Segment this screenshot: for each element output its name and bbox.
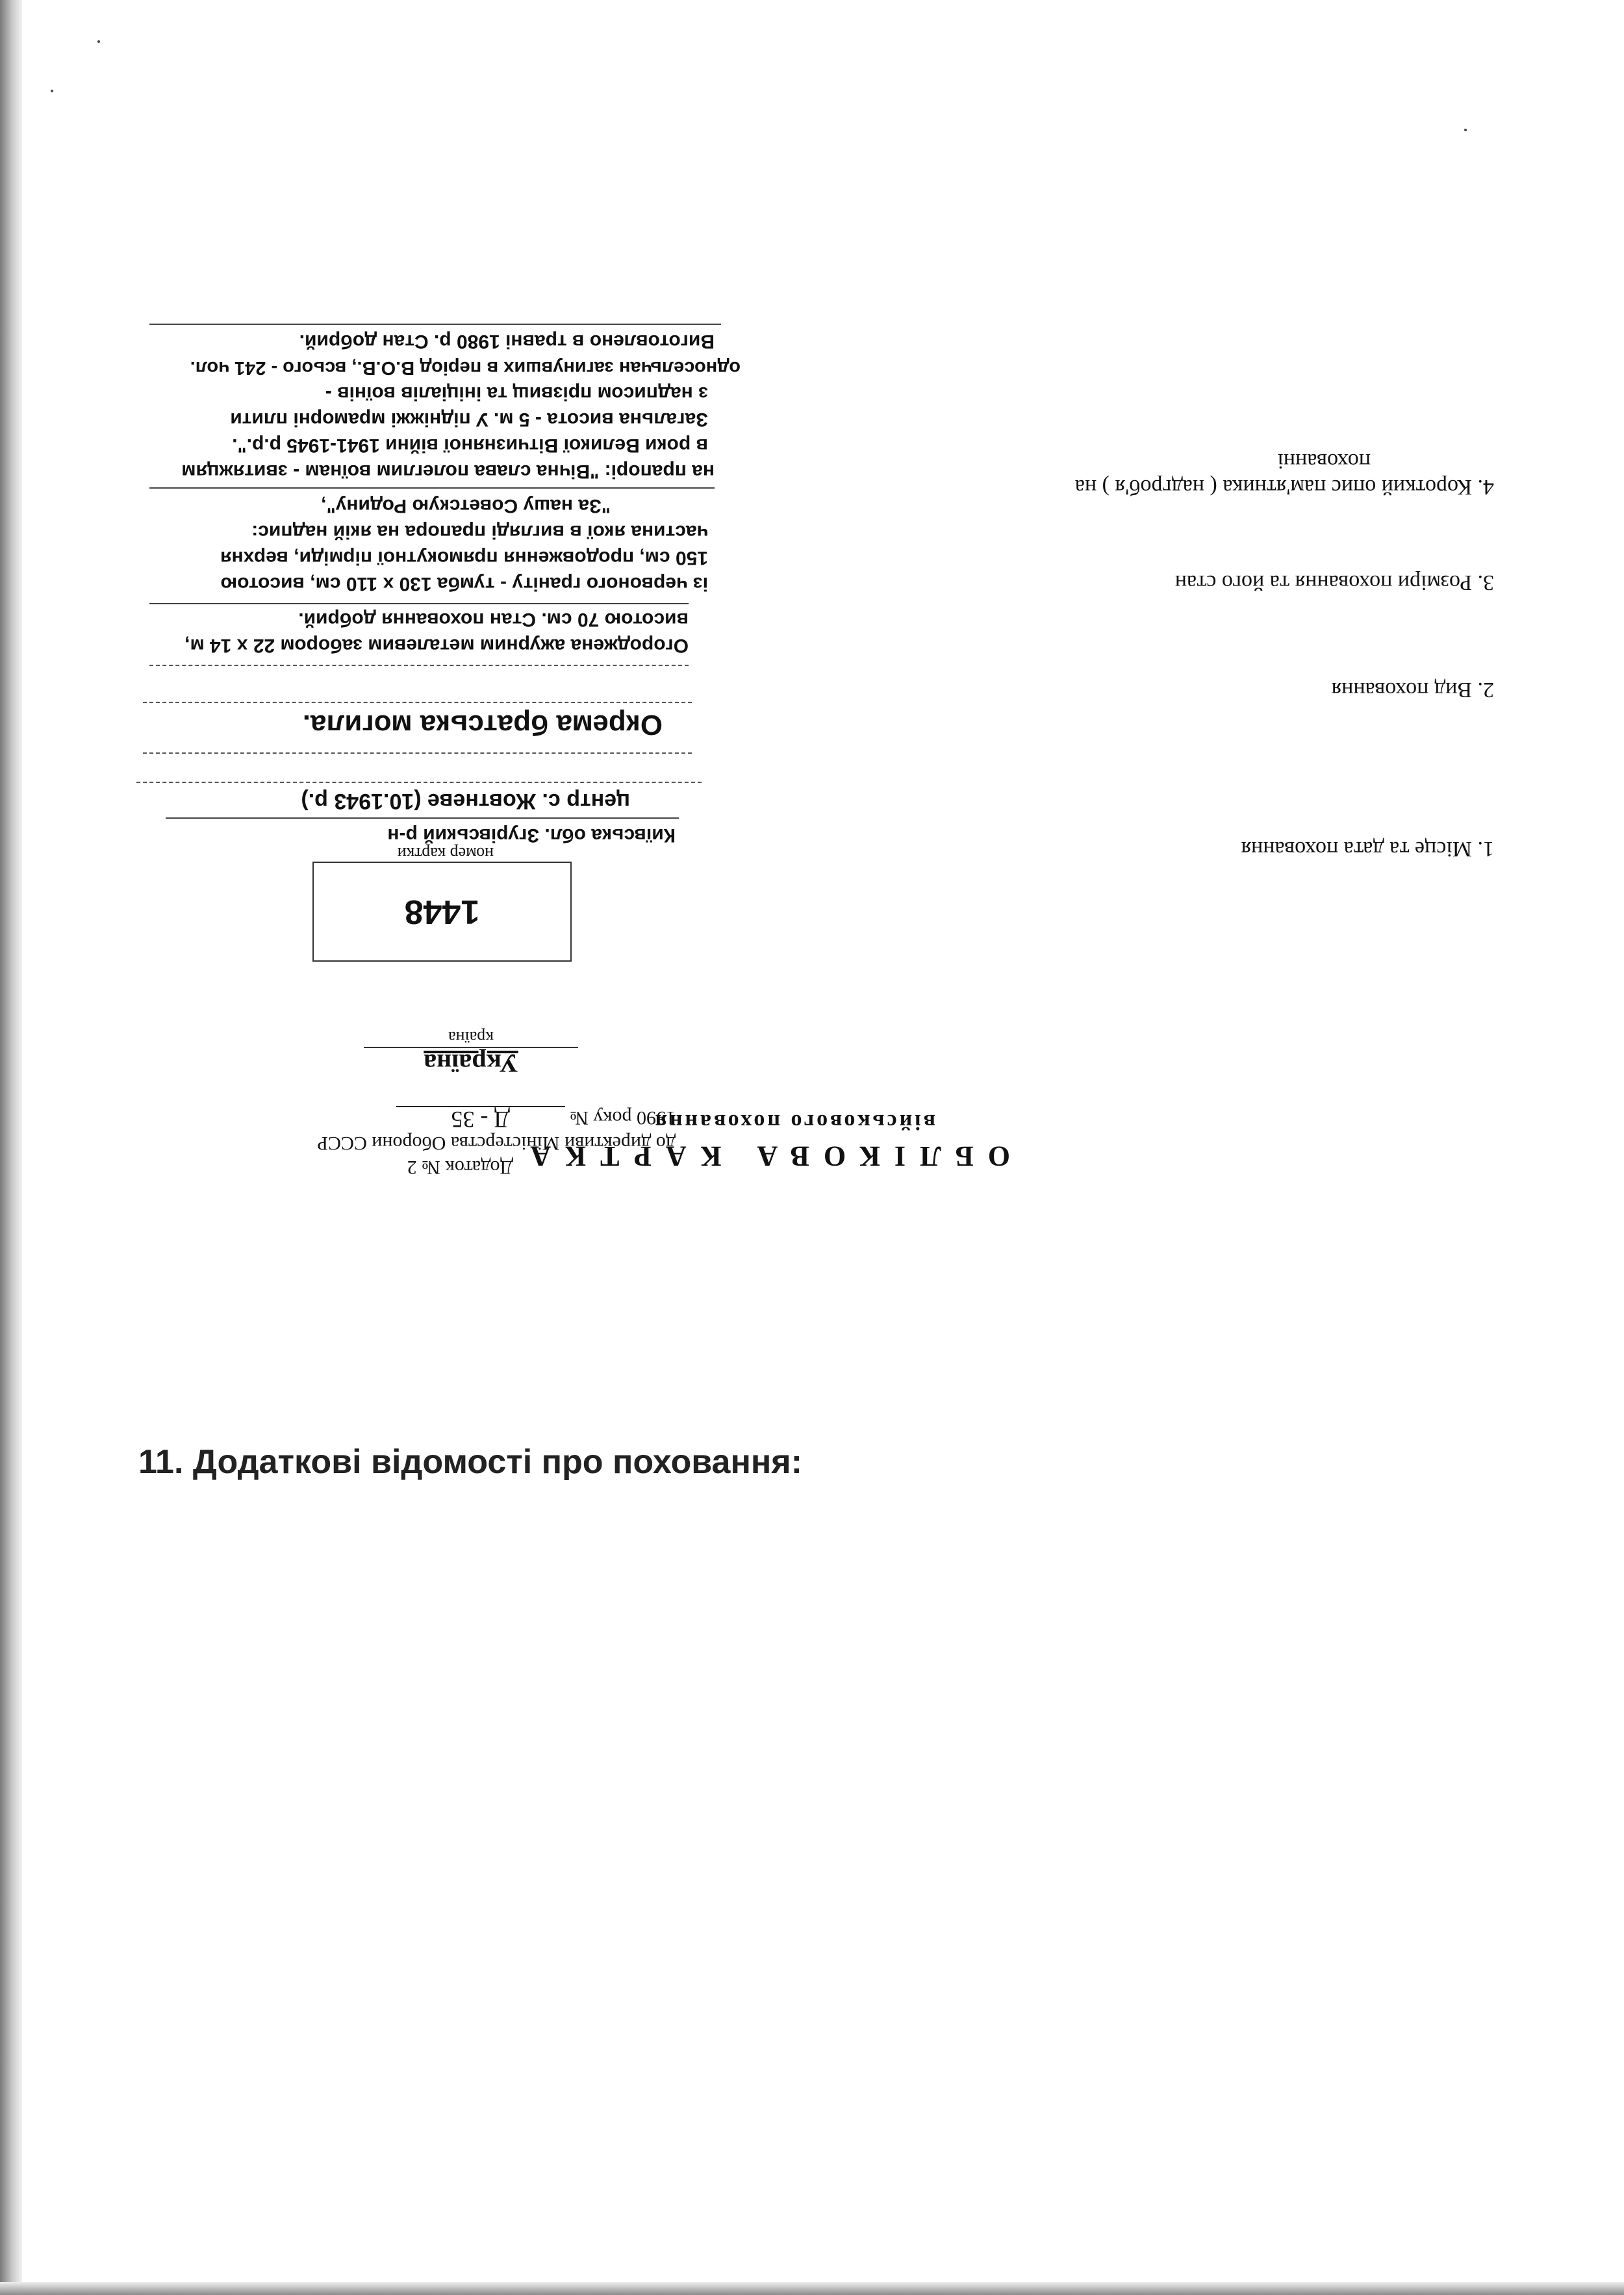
location-rule <box>136 782 702 783</box>
location-line2: центр с. Жовтневе (10.1943 р.) <box>301 789 630 814</box>
monument-rule <box>149 324 721 325</box>
location-rule <box>166 817 679 819</box>
burial-type-rule <box>143 752 692 754</box>
monument-line2: 150 см, продовження прямокутної пірміди, верхня <box>220 547 708 569</box>
monument-line1: із червоного граніту - тумба 130 х 110 см, висотою <box>220 573 708 595</box>
country-block <box>364 1027 578 1079</box>
additional-info-heading: 11. Додаткові відомості про поховання: <box>138 1443 802 1481</box>
country-value: Україна <box>424 1049 518 1078</box>
monument-line7: Загальна висота - 5 м. У підніжжі мраморні плити <box>230 409 708 430</box>
appendix-block <box>317 1106 676 1179</box>
monument-line4: "За нашу Советскую Родину", <box>321 495 611 517</box>
field-4-label-cont: похованні <box>1277 449 1371 473</box>
monument-line9: односельчан загинувших в період В.О.В., всього - 241 чол. <box>190 357 741 378</box>
monument-line5: на прапорі: "Вічна слава полеглим воїнам - звитяжцям <box>181 461 715 482</box>
field-1-label: 1. Місце та дата поховання <box>1241 837 1494 861</box>
monument-line6: в роки Великої Вітчизняної війни 1941-1945 р.р.". <box>232 435 708 456</box>
size-rule <box>149 603 689 604</box>
card-number-label: номер картки <box>397 844 494 863</box>
scan-bottom-edge <box>0 2282 1624 2295</box>
field-3-label: 3. Розміри поховання та його стан <box>1174 571 1494 595</box>
location-line1: Київська обл. Згурівський р-н <box>387 825 676 846</box>
country-label: країна <box>364 1027 578 1048</box>
appendix-line1: Додаток № 2 <box>407 1157 513 1178</box>
monument-line3: частина якої в вигляді прапора на якій надпис: <box>251 521 708 543</box>
card-subtitle: військового поховання <box>652 1110 935 1134</box>
card-number-box: 1448 <box>312 862 572 962</box>
appendix-line3 <box>317 1106 676 1131</box>
monument-line8: з надписом прізвищ та ініціалів воїнів - <box>325 383 708 404</box>
directive-number: Д - 35 <box>396 1106 565 1131</box>
field-4-label: 4. Короткий опис пам'ятника ( надгроб'я ) на <box>1074 475 1494 499</box>
monument-line10: Виготовлено в травні 1980 р. Стан добрий. <box>299 331 715 352</box>
field-2-label: 2. Вид поховання <box>1331 678 1494 702</box>
size-rule <box>149 665 689 666</box>
size-line2: висотою 70 см. Стан поховання добрий. <box>298 609 689 630</box>
appendix-year: 1990 року № <box>570 1107 676 1129</box>
burial-type-value: Окрема братська могила. <box>302 709 663 741</box>
card-title: ОБЛІКОВА КАРТКА <box>516 1140 1010 1172</box>
burial-type-rule <box>143 702 692 703</box>
monument-rule <box>149 487 715 489</box>
size-line1: Огороджена ажурним металевим забором 22 х 14 м, <box>184 635 689 656</box>
appendix-line2: до директиви Міністерства Оборони СССР <box>317 1133 676 1154</box>
